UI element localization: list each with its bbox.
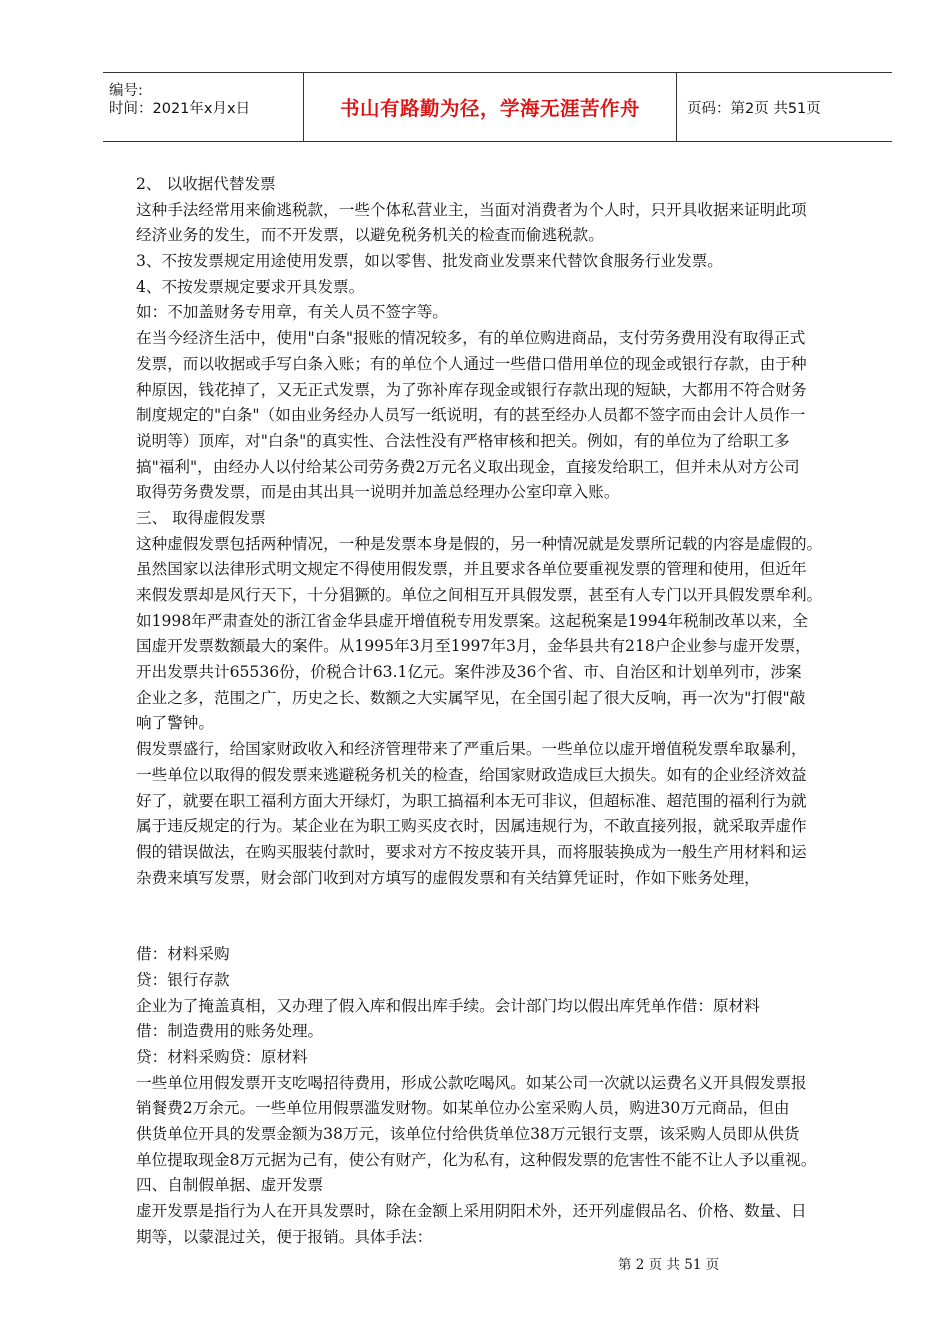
document-number-label: 编号:: [109, 83, 143, 99]
text-line: 贷：银行存款: [136, 970, 230, 989]
paragraph-gap: [136, 891, 866, 942]
text-line: 制度规定的"白条"（如由业务经办人员写一纸说明，有的甚至经办人员都不签字而由会计人员作一: [136, 406, 806, 425]
text-line: 取得劳务费发票，而是由其出具一说明并加盖总经理办公室印章入账。: [136, 483, 620, 502]
page-footer: 第 2 页 共 51 页: [618, 1257, 720, 1273]
text-line: 借：制造费用的账务处理。: [136, 1022, 324, 1041]
text-line: 销餐费2万余元。一些单位用假票滥发财物。如某单位办公室采购人员，购进30万元商品，但由: [136, 1099, 790, 1118]
document-body: [136, 172, 866, 1251]
document-date-label: 时间：2021年x月x日: [109, 101, 251, 117]
text-line: 虚开发票是指行为人在开具发票时，除在金额上采用阴阳术外，还开列虚假品名、价格、数量、日: [136, 1202, 807, 1221]
text-line: 如：不加盖财务专用章，有关人员不签字等。: [136, 303, 448, 322]
text-line: 虽然国家以法律形式明文规定不得使用假发票，并且要求各单位要重视发票的管理和使用，但近年: [136, 560, 807, 579]
text-line: 属于违反规定的行为。某企业在为职工购买皮衣时，因属违规行为，不敢直接列报，就采取弄虚作: [136, 817, 807, 836]
text-line: 4、不按发票规定要求开具发票。: [136, 277, 365, 296]
header-page-cell: [677, 73, 892, 141]
body-section-top: [136, 172, 866, 891]
text-line: 搞"福利"，由经办人以付给某公司劳务费2万元名义取出现金，直接发给职工，但并未从对方公司: [136, 457, 800, 476]
text-line: 说明等）顶库，对"白条"的真实性、合法性没有严格审核和把关。例如，有的单位为了给职工多: [136, 431, 790, 450]
text-line: 经济业务的发生，而不开发票，以避免税务机关的检查而偷逃税款。: [136, 226, 604, 245]
text-line: 国虚开发票数额最大的案件。从1995年3月至1997年3月，金华县共有218户企业参与虚开发票，: [136, 637, 811, 656]
text-line: 企业之多，范围之广，历史之长、数额之大实属罕见，在全国引起了很大反响，再一次为"打假"敲: [136, 688, 806, 707]
text-line: 发票，而以收据或手写白条入账；有的单位个人通过一些借口借用单位的现金或银行存款，由于种: [136, 354, 807, 373]
text-line: 三、 取得虚假发票: [136, 508, 266, 527]
text-line: 来假发票却是风行天下，十分猖獗的。单位之间相互开具假发票，甚至有人专门以开具假发票牟利。: [136, 586, 823, 604]
text-line: 3、不按发票规定用途使用发票，如以零售、批发商业发票来代替饮食服务行业发票。: [136, 252, 723, 271]
text-line: 开出发票共计65536份，价税合计63.1亿元。案件涉及36个省、市、自治区和计划单列市，涉案: [136, 663, 802, 682]
text-line: 好了，就要在职工福利方面大开绿灯，为职工搞福利本无可非议，但超标准、超范围的福利行为就: [136, 791, 807, 810]
text-line: 贷：材料采购贷：原材料: [136, 1048, 308, 1066]
body-section-bottom: [136, 942, 866, 1250]
text-line: 这种手法经常用来偷逃税款，一些个体私营业主，当面对消费者为个人时，只开具收据来证明此项: [136, 200, 807, 219]
text-line: 这种虚假发票包括两种情况，一种是发票本身是假的，另一种情况就是发票所记载的内容是虚假的。: [136, 534, 823, 553]
text-line: 四、自制假单据、虚开发票: [136, 1176, 324, 1195]
header-page-info: 页码：第2页 共51页: [687, 100, 821, 117]
page-header: [103, 72, 892, 142]
text-line: 一些单位用假发票开支吃喝招待费用，形成公款吃喝风。如某公司一次就以运费名义开具假发票报: [136, 1073, 807, 1092]
text-line: 假发票盛行，给国家财政收入和经济管理带来了严重后果。一些单位以虚开增值税发票牟取暴利，: [136, 740, 807, 759]
header-motto: 书山有路勤为径，学海无涯苦作舟: [339, 97, 640, 120]
text-line: 假的错误做法，在购买服装付款时，要求对方不按皮装开具，而将服装换成为一般生产用材料和运: [136, 842, 807, 861]
text-line: 在当今经济生活中，使用"白条"报账的情况较多，有的单位购进商品，支付劳务费用没有取得正式: [136, 329, 806, 348]
text-line: 2、 以收据代替发票: [136, 175, 276, 193]
text-line: 如1998年严肃查处的浙江省金华县虚开增值税专用发票案。这起税案是1994年税制改革以来，全: [136, 611, 808, 630]
text-line: 杂费来填写发票，财会部门收到对方填写的虚假发票和有关结算凭证时，作如下账务处理，: [136, 868, 760, 887]
text-line: 借：材料采购: [136, 945, 230, 964]
text-line: 一些单位以取得的假发票来逃避税务机关的检查，给国家财政造成巨大损失。如有的企业经济效益: [136, 765, 807, 784]
text-line: 期等，以蒙混过关，便于报销。具体手法：: [136, 1227, 433, 1246]
text-line: 企业为了掩盖真相，又办理了假入库和假出库手续。会计部门均以假出库凭单作借：原材料: [136, 996, 760, 1015]
header-motto-cell: [304, 73, 677, 141]
header-meta-cell: [103, 73, 304, 141]
text-line: 单位提取现金8万元据为己有，使公有财产，化为私有，这种假发票的危害性不能不让人予以重视。: [136, 1150, 817, 1169]
text-line: 种原因，钱花掉了，又无正式发票，为了弥补库存现金或银行存款出现的短缺，大都用不符合财务: [136, 380, 807, 399]
text-line: 供货单位开具的发票金额为38万元，该单位付给供货单位38万元银行支票，该采购人员即从供货: [136, 1125, 800, 1144]
text-line: 响了警钟。: [136, 714, 214, 733]
